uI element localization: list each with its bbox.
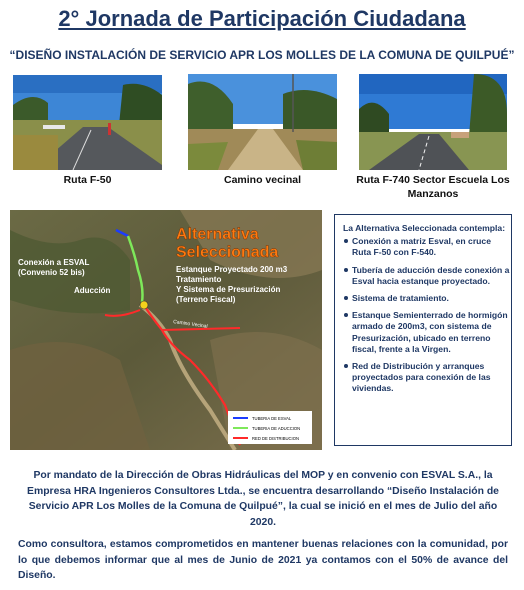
satellite-map <box>10 210 322 450</box>
label-adduction: Aducción <box>74 286 111 295</box>
info-list <box>343 236 511 394</box>
list-item: Red de Distribución y arranques proyectados para conexión de las viviendas. <box>343 361 511 395</box>
label-treatment-1: Tratamiento <box>176 275 222 284</box>
label-connection-2: (Convenio 52 bis) <box>18 268 85 277</box>
legend-aduccion: TUBERIA DE ADUCCION <box>252 426 301 431</box>
list-item: Sistema de tratamiento. <box>343 293 511 304</box>
label-tank: Estanque Proyectado 200 m3 <box>176 265 288 274</box>
photo-caption-1: Ruta F-50 <box>63 174 112 186</box>
list-item: Tubería de aducción desde conexión a Esval hacia estanque proyectado. <box>343 265 511 287</box>
map-title-line2: Seleccionada <box>176 244 279 261</box>
photo-ruta-f740 <box>359 74 507 170</box>
photo-caption-3: Ruta F-740 Sector Escuela Los Manzanos <box>356 174 510 200</box>
list-item: Estanque Semienterrado de hormigón armado de 200m3, con sistema de Presurización, ubicado en terreno fiscal, frente a la Virgen. <box>343 310 511 355</box>
photo-caption-2: Camino vecinal <box>223 174 302 186</box>
progress-paragraph: Como consultora, estamos comprometidos en mantener buenas relaciones con la comunidad, por lo que debemos informar que al mes de Junio de 2021 ya contamos con el 50% de avance del Diseño. <box>18 539 508 581</box>
label-treatment-2: Y Sistema de Presurización <box>176 285 281 294</box>
info-heading: La Alternativa Seleccionada contempla: <box>343 223 506 233</box>
page-title: 2° Jornada de Participación Ciudadana <box>58 6 466 31</box>
alternative-info-box <box>334 214 512 446</box>
list-item: Conexión a matriz Esval, en cruce Ruta F-50 con F-540. <box>343 236 511 258</box>
label-road: Camino Vecinal <box>172 319 208 330</box>
photo-ruta-f50 <box>13 75 162 170</box>
legend-distribucion: RED DE DISTRIBUCION <box>252 436 299 441</box>
legend-esval: TUBERIA DE ESVAL <box>252 416 292 421</box>
map-title-line1: Alternativa <box>176 226 259 243</box>
label-connection-1: Conexión a ESVAL <box>18 258 90 267</box>
label-treatment-3: (Terreno Fiscal) <box>176 295 236 304</box>
project-subtitle: “DISEÑO INSTALACIÓN DE SERVICIO APR LOS MOLLES DE LA COMUNA DE QUILPUÉ” <box>9 48 515 62</box>
intro-paragraph: Por mandato de la Dirección de Obras Hidráulicas del MOP y en convenio con ESVAL S.A., la Empresa HRA Ingenieros Consultores Ltda., se encuentra desarrollando “Diseño Instalación de Servicio APR Los Molles de la Comuna de Quilpué”, la cual se inició en el mes de Julio del año 2020. <box>27 470 499 528</box>
photo-camino-vecinal <box>188 74 337 170</box>
